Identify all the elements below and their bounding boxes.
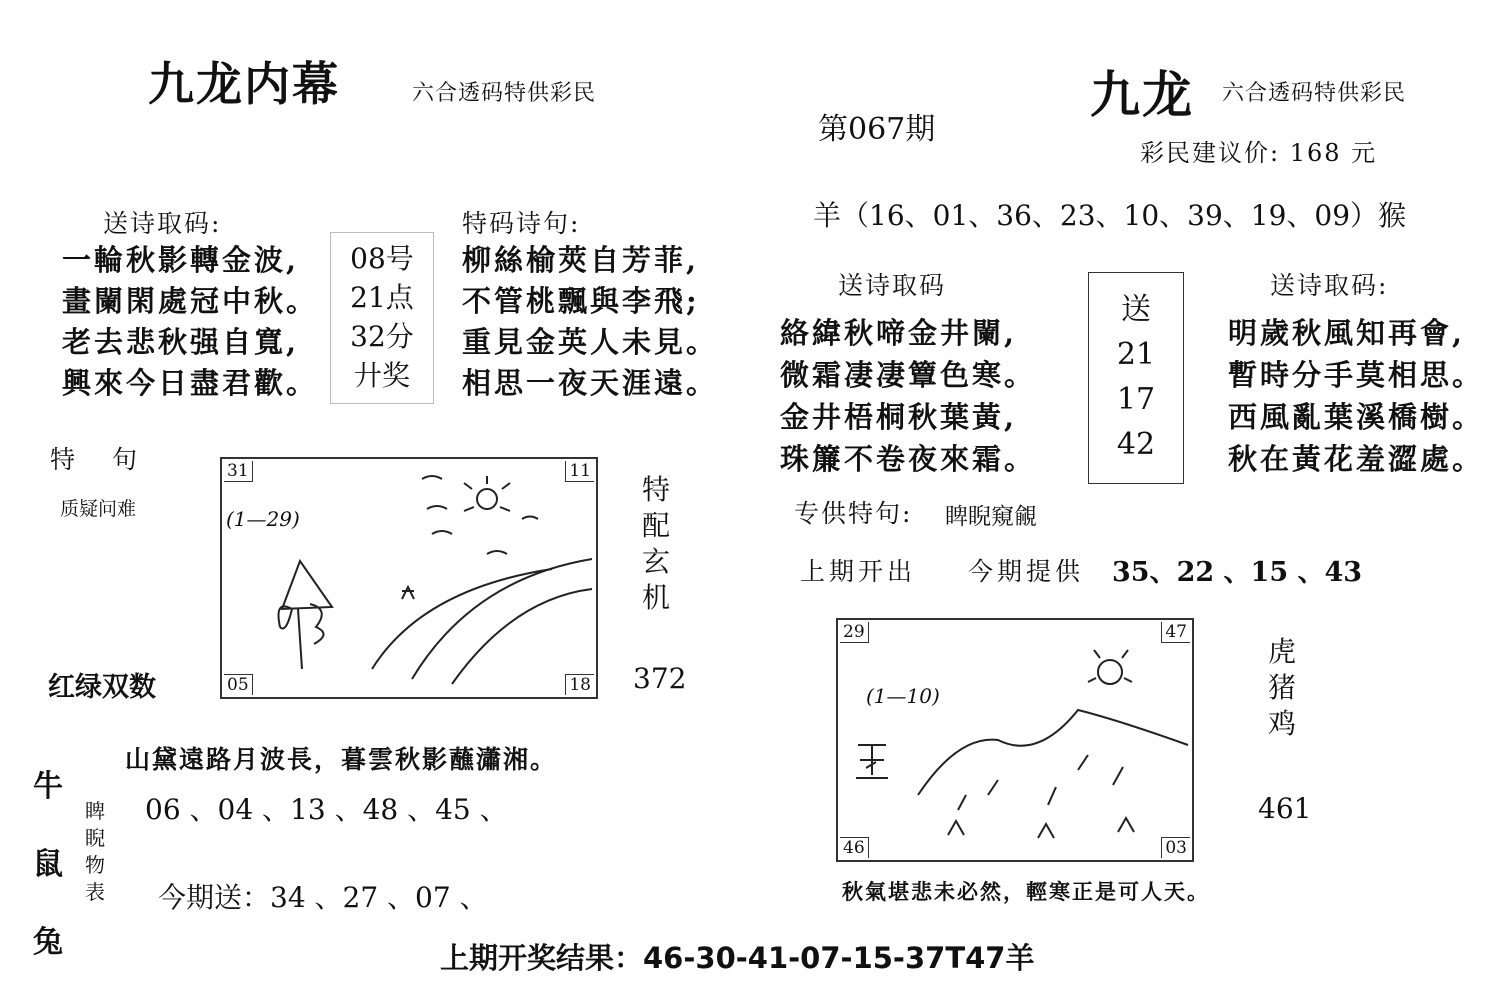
poem-line: 絡緯秋啼金井闌, (780, 316, 1018, 350)
table-char: 表 (85, 880, 105, 904)
left-title: 九龙内幕 (148, 57, 340, 111)
left-poem1 (62, 240, 318, 404)
table-char: 物 (85, 853, 105, 877)
right-sketch-drawing (838, 620, 1192, 860)
zodiac-char: 兔 (33, 925, 63, 960)
table-char: 睥 (85, 799, 105, 823)
middle-item: 送 (1121, 292, 1151, 327)
right-side-number: 461 (1258, 792, 1312, 825)
right-sketch-frame (836, 618, 1194, 862)
right-poem2 (1228, 312, 1484, 480)
sketch-range-text: (1—10) (866, 684, 940, 708)
corner-number: 29 (840, 622, 869, 643)
side-char: 玄 (641, 545, 670, 578)
current-period-label: 今期提供 (968, 557, 1085, 586)
poem-line: 珠簾不卷夜來霜。 (780, 442, 1037, 476)
current-numbers: 35、22 、15 、43 (1112, 557, 1363, 588)
side-char: 特 (641, 473, 670, 506)
poem-line: 畫闌閑處冠中秋。 (62, 284, 319, 318)
middle-item: 42 (1116, 427, 1156, 462)
left-side-number: 372 (633, 662, 687, 695)
side-char: 机 (641, 581, 670, 614)
poem-line: 柳絲榆莢自芳菲, (462, 243, 700, 277)
corner-number: 11 (565, 461, 594, 482)
middle-item: 21 (1116, 337, 1156, 372)
right-subtitle: 六合透码特供彩民 (1222, 81, 1407, 106)
poem-line: 暫時分手莫相思。 (1228, 358, 1485, 392)
right-special-text: 睥睨窺覦 (945, 504, 1037, 530)
left-numbers-line: 06 、04 、13 、48 、45 、 (145, 793, 508, 826)
red-green-label: 红绿双数 (48, 672, 156, 703)
middle-item: 32分 (350, 320, 414, 353)
side-char: 虎 (1267, 635, 1296, 668)
middle-item: 廾奖 (353, 359, 410, 392)
left-poem-line: 山黛遠路月波長，暮雲秋影蘸瀟湘。 (125, 745, 558, 774)
side-char: 鸡 (1267, 707, 1296, 740)
poem-line: 重見金英人未見。 (462, 325, 719, 359)
left-poem2 (462, 240, 718, 404)
right-number-line: 羊（16、01、36、23、10、39、19、09）猴 (813, 199, 1407, 232)
middle-item: 21点 (350, 281, 414, 314)
right-title: 九龙 (1090, 65, 1194, 124)
corner-number: 47 (1161, 622, 1190, 643)
middle-item: 08号 (350, 242, 414, 275)
poem-line: 明歲秋風知再會, (1228, 316, 1466, 350)
right-poem1-label: 送诗取码 (838, 271, 947, 300)
zodiac-vertical (30, 748, 66, 982)
poem-line: 老去悲秋强自寬, (62, 325, 300, 359)
side-char: 配 (641, 509, 670, 542)
corner-number: 05 (224, 674, 253, 695)
right-middle-box (1088, 272, 1184, 484)
right-side-vertical (1264, 634, 1300, 742)
corner-number: 18 (565, 674, 594, 695)
left-sketch-drawing (222, 459, 596, 697)
zodiac-char: 鼠 (33, 847, 63, 882)
left-subtitle: 六合透码特供彩民 (412, 81, 597, 106)
left-side-vertical (638, 472, 674, 616)
sketch-range-text: (1—29) (226, 507, 300, 531)
left-poem2-label: 特码诗句: (462, 209, 581, 238)
poem-line: 相思一夜天涯遠。 (462, 366, 719, 400)
left-special-label: 特 句 (50, 445, 144, 474)
corner-number: 46 (840, 837, 869, 858)
left-special-text: 质疑问难 (60, 498, 137, 520)
left-poem1-label: 送诗取码: (103, 209, 222, 238)
issue-number: 第067期 (818, 112, 936, 147)
corner-number: 03 (1161, 837, 1190, 858)
corner-number: 31 (224, 461, 253, 482)
poem-line: 金井梧桐秋葉黃, (780, 400, 1018, 434)
zodiac-char: 牛 (33, 769, 63, 804)
right-special-label: 专供特句: (794, 499, 913, 528)
table-char: 睨 (85, 826, 105, 850)
poem-line: 西風亂葉溪橋樹。 (1228, 400, 1485, 434)
table-vertical (80, 798, 110, 906)
left-middle-box (330, 232, 434, 404)
last-result: 上期开奖结果：46-30-41-07-15-37T47羊 (440, 941, 1035, 975)
side-char: 猪 (1267, 671, 1296, 704)
poem-line: 一輪秋影轉金波, (62, 243, 300, 277)
poem-line: 微霜凄凄簟色寒。 (780, 358, 1037, 392)
price: 彩民建议价: 168 元 (1140, 139, 1378, 167)
left-sketch-frame (220, 457, 598, 699)
poem-line: 興來今日盡君歡。 (62, 366, 319, 400)
last-period-label: 上期开出 (800, 557, 917, 586)
right-poem-line: 秋氣堪悲未必然，輕寒正是可人天。 (842, 879, 1210, 904)
poem-line: 不管桃飄與李飛; (462, 284, 700, 318)
poem-line: 秋在黃花羞澀處。 (1228, 442, 1485, 476)
right-poem2-label: 送诗取码: (1270, 271, 1389, 300)
middle-item: 17 (1116, 382, 1156, 417)
left-send-line: 今期送：34 、27 、07 、 (158, 881, 488, 914)
right-poem1 (780, 312, 1036, 480)
